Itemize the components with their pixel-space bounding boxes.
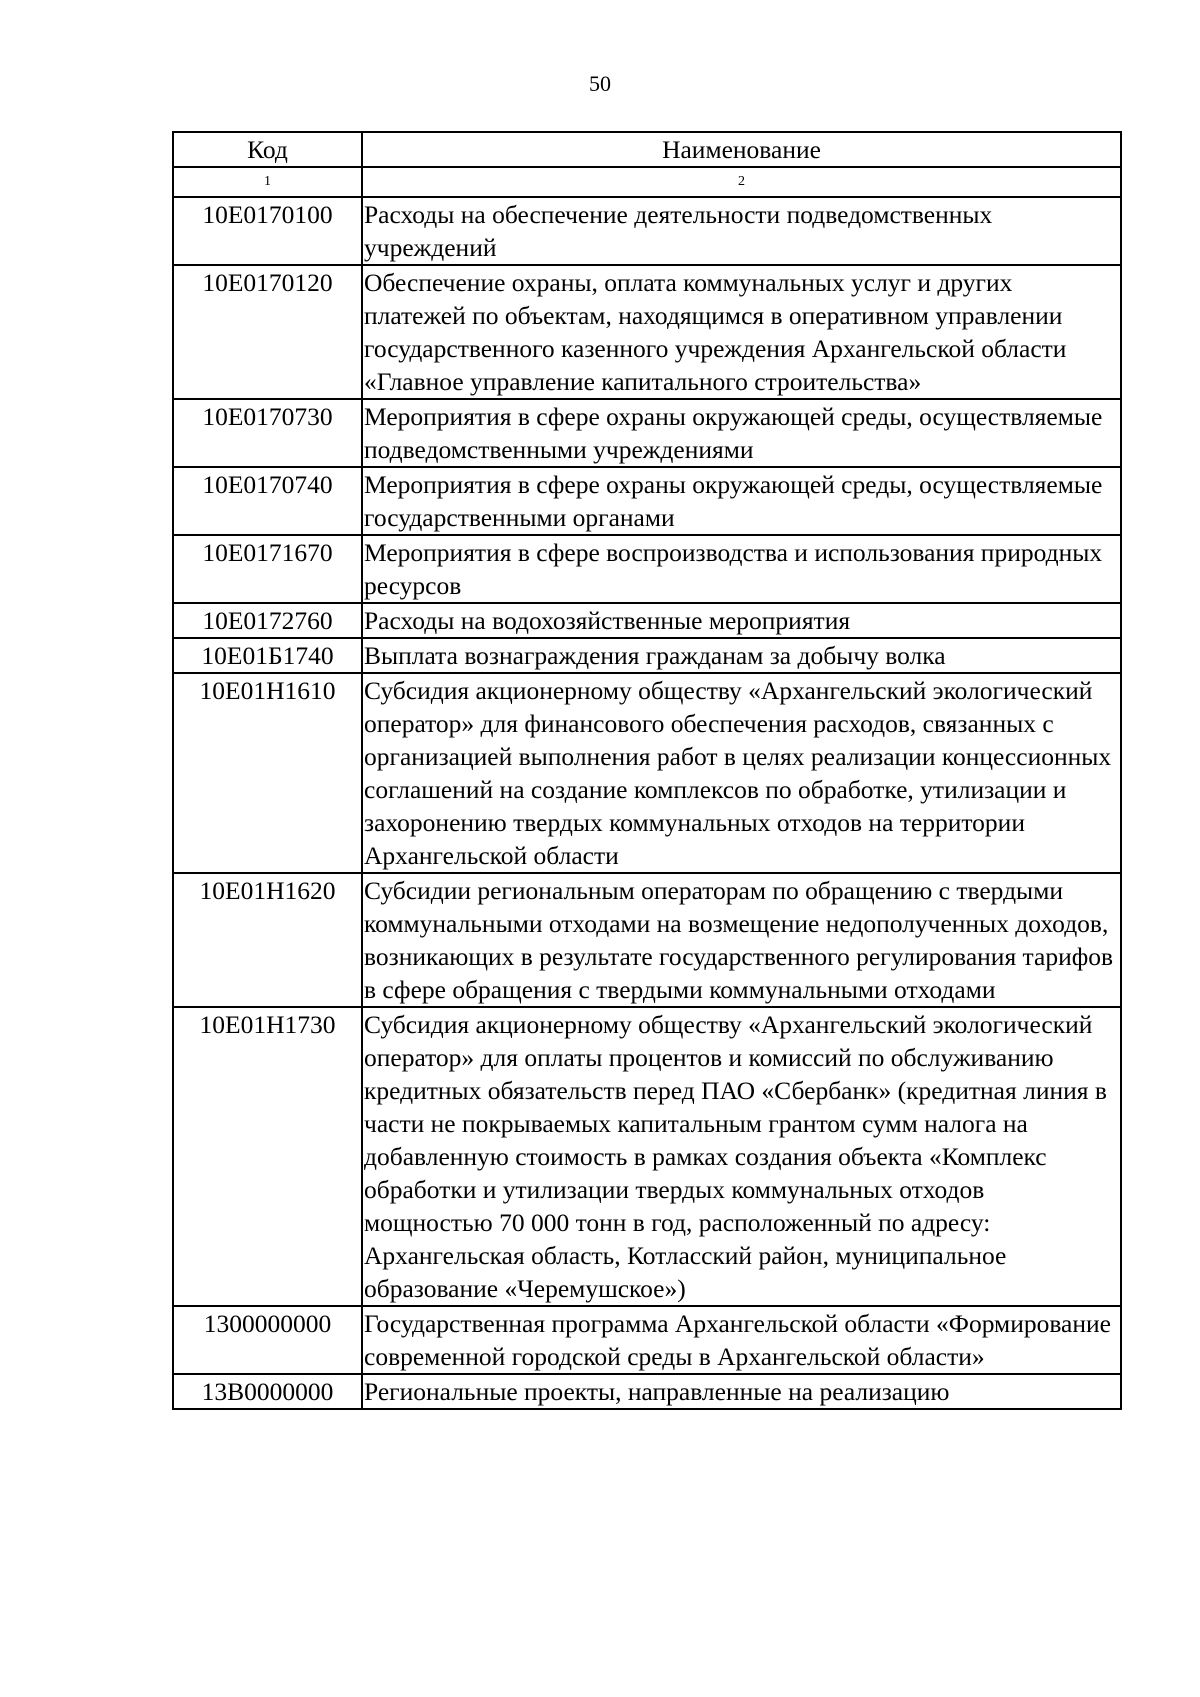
table-row [173,399,1121,467]
row-name: Субсидия акционерному обществу «Архангельский экологический оператор» для финансового обеспечения расходов, связанных с организацией выполнения работ в целях реализации концессионных соглашений на создание комплексов по обработке, утилизации и захоронению твердых коммунальных отходов на территории Архангельской области [362,673,1121,873]
table-row [173,197,1121,265]
table-row [173,873,1121,1007]
row-name: Субсидии региональным операторам по обращению с твердыми коммунальными отходами на возмещение недополученных доходов, возникающих в результате государственного регулирования тарифов в сфере обращения с твердыми коммунальными отходами [362,873,1121,1007]
table-row [173,1374,1121,1409]
column-number-code: 1 [173,167,362,197]
table-row [173,638,1121,673]
row-code: 10Е0170120 [173,265,362,399]
row-code: 10Е0171670 [173,535,362,603]
row-code: 1300000000 [173,1306,362,1374]
row-name: Субсидия акционерному обществу «Архангельский экологический оператор» для оплаты процентов и комиссий по обслуживанию кредитных обязательств перед ПАО «Сбербанк» (кредитная линия в части не покрываемых капитальным грантом сумм налога на добавленную стоимость в рамках создания объекта «Комплекс обработки и утилизации твердых коммунальных отходов мощностью 70 000 тонн в год, расположенный по адресу: Архангельская область, Котласский район, муниципальное образование «Черемушское») [362,1007,1121,1306]
row-code: 10Е0170730 [173,399,362,467]
row-code: 10Е0172760 [173,603,362,638]
row-name: Расходы на водохозяйственные мероприятия [362,603,1121,638]
budget-classification-table [172,131,1122,1410]
row-code: 10Е01Н1730 [173,1007,362,1306]
row-code: 10Е0170100 [173,197,362,265]
row-name: Мероприятия в сфере воспроизводства и использования природных ресурсов [362,535,1121,603]
column-number-row [173,167,1121,197]
row-code: 10Е0170740 [173,467,362,535]
column-number-name: 2 [362,167,1121,197]
table-header-row [173,132,1121,167]
table-row [173,467,1121,535]
row-name: Обеспечение охраны, оплата коммунальных услуг и других платежей по объектам, находящимся в оперативном управлении государственного казенного учреждения Архангельской области «Главное управление капитального строительства» [362,265,1121,399]
table-row [173,535,1121,603]
row-code: 10Е01Н1620 [173,873,362,1007]
table-row [173,1306,1121,1374]
header-name: Наименование [362,132,1121,167]
row-name: Государственная программа Архангельской области «Формирование современной городской среды в Архангельской области» [362,1306,1121,1374]
table-row [173,673,1121,873]
row-name: Мероприятия в сфере охраны окружающей среды, осуществляемые государственными органами [362,467,1121,535]
row-name: Расходы на обеспечение деятельности подведомственных учреждений [362,197,1121,265]
row-code: 13В0000000 [173,1374,362,1409]
table-row [173,1007,1121,1306]
row-code: 10Е01Н1610 [173,673,362,873]
table-row [173,603,1121,638]
row-name: Выплата вознаграждения гражданам за добычу волка [362,638,1121,673]
row-code: 10Е01Б1740 [173,638,362,673]
row-name: Региональные проекты, направленные на реализацию [362,1374,1121,1409]
page-number: 50 [589,71,611,96]
row-name: Мероприятия в сфере охраны окружающей среды, осуществляемые подведомственными учреждениями [362,399,1121,467]
table-row [173,265,1121,399]
header-code: Код [173,132,362,167]
